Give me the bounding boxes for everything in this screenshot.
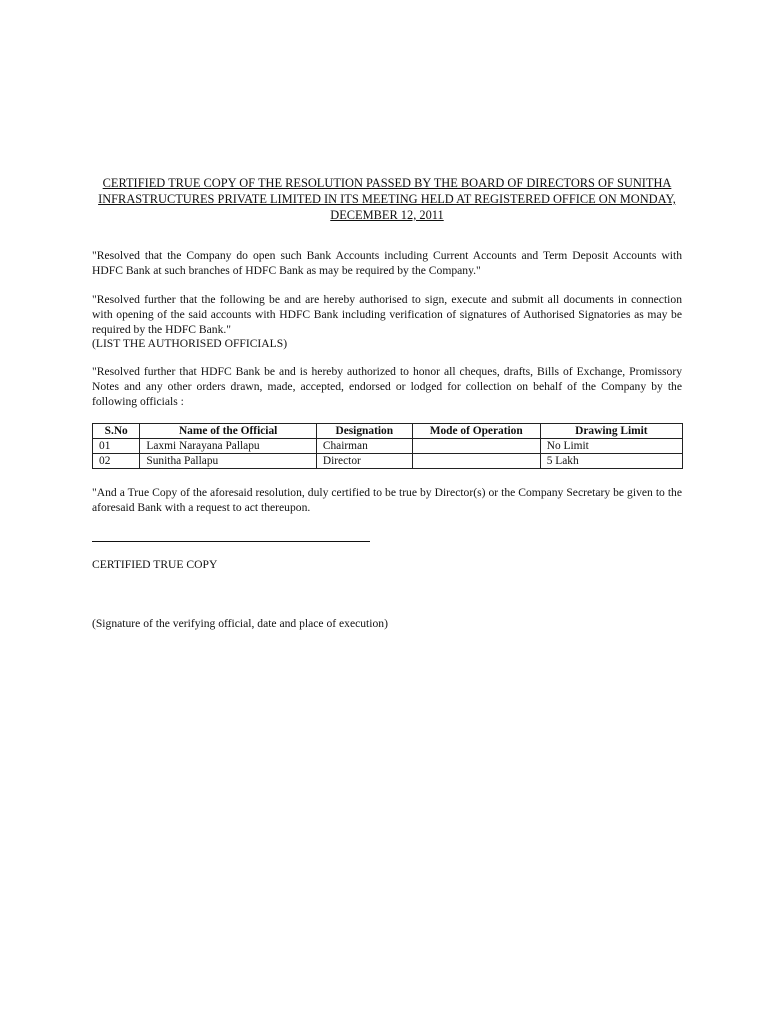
header-sno: S.No (93, 424, 140, 439)
table-row (93, 454, 683, 469)
resolution-paragraph-4: "And a True Copy of the aforesaid resolution, duly certified to be true by Director(s) or the Company Secretary be given to the aforesaid Bank with a request to act thereupon. (92, 486, 682, 514)
cell-limit: 5 Lakh (540, 454, 682, 469)
header-designation: Designation (316, 424, 412, 439)
officials-table (92, 423, 683, 469)
table-row (93, 439, 683, 454)
authorised-officials-note: (LIST THE AUTHORISED OFFICIALS) (92, 337, 288, 350)
cell-sno: 02 (93, 454, 140, 469)
cell-mode (412, 454, 540, 469)
certified-true-copy-label: CERTIFIED TRUE COPY (92, 558, 218, 571)
document-title: CERTIFIED TRUE COPY OF THE RESOLUTION PASSED BY THE BOARD OF DIRECTORS OF SUNITHA INFRASTRUCTURES PRIVATE LIMITED IN ITS MEETING HELD AT REGISTERED OFFICE ON MONDAY, DECEMBER 12, 2011 (98, 176, 676, 222)
cell-limit: No Limit (540, 439, 682, 454)
header-limit: Drawing Limit (540, 424, 682, 439)
header-name: Name of the Official (140, 424, 316, 439)
cell-designation: Director (316, 454, 412, 469)
cell-designation: Chairman (316, 439, 412, 454)
table-header-row (93, 424, 683, 439)
cell-name: Sunitha Pallapu (140, 454, 316, 469)
header-mode: Mode of Operation (412, 424, 540, 439)
resolution-paragraph-3: "Resolved further that HDFC Bank be and is hereby authorized to honor all cheques, drafts, Bills of Exchange, Promissory Notes and any other orders drawn, made, accepted, endorsed or lodged for collection on behalf of the Company by the following officials : (92, 365, 682, 408)
cell-mode (412, 439, 540, 454)
resolution-paragraph-1: "Resolved that the Company do open such Bank Accounts including Current Accounts and Term Deposit Accounts with HDFC Bank at such branches of HDFC Bank as may be required by the Company." (92, 249, 682, 277)
signature-line (92, 541, 370, 542)
cell-sno: 01 (93, 439, 140, 454)
signature-note: (Signature of the verifying official, date and place of execution) (92, 617, 388, 630)
cell-name: Laxmi Narayana Pallapu (140, 439, 316, 454)
resolution-paragraph-2: "Resolved further that the following be and are hereby authorised to sign, execute and submit all documents in connection with opening of the said accounts with HDFC Bank including verification of signatures of Authorised Signatories as may be required by the HDFC Bank." (92, 293, 682, 336)
